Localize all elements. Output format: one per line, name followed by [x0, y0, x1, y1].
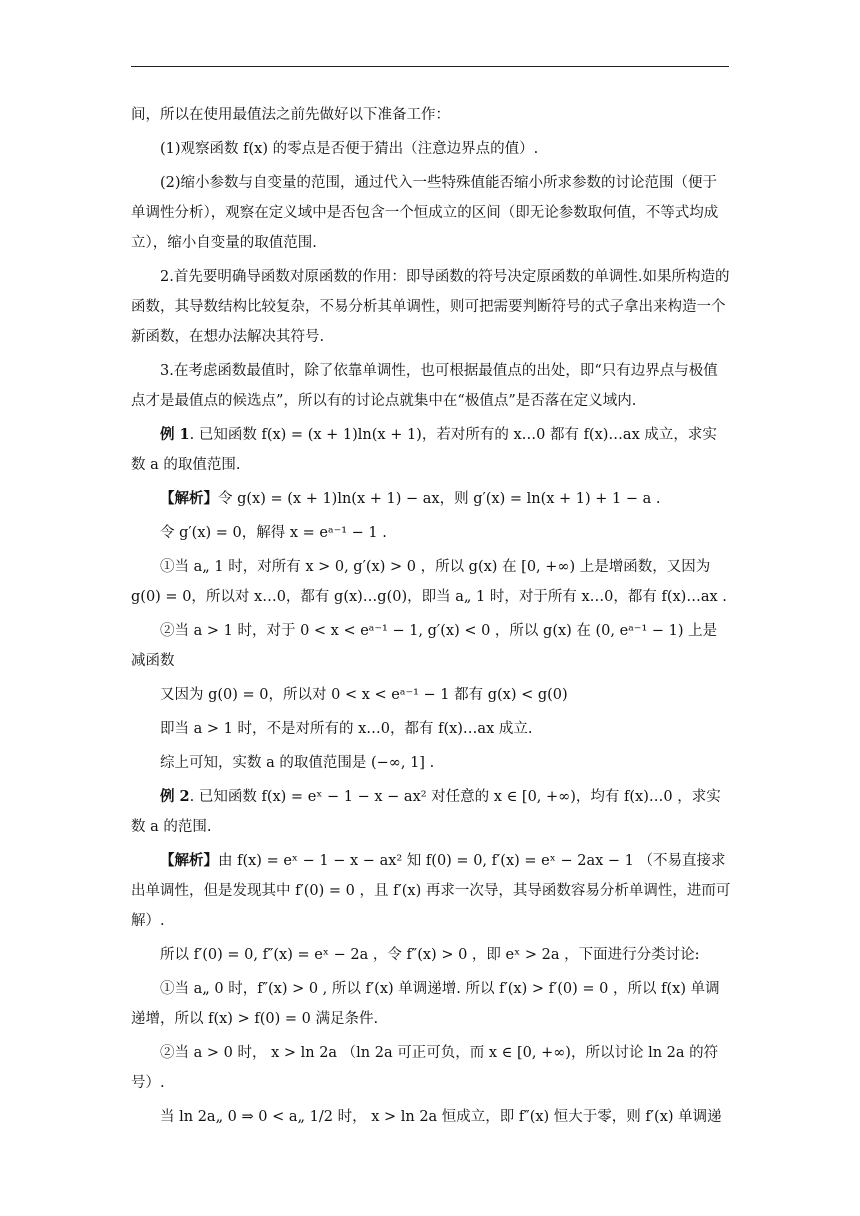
paragraph: (2)缩小参数与自变量的范围，通过代入一些特殊值能否缩小所求参数的讨论范围（便于单调性分析），观察在定义域中是否包含一个恒成立的区间（即无论参数取何值，不等式均成立），缩小自变量的取值范围. — [131, 175, 719, 251]
paragraph: (1)观察函数 f(x) 的零点是否便于猜出（注意边界点的值）. — [160, 141, 539, 157]
solution-label: 【解析】 — [160, 852, 218, 869]
paragraph: 所以 f′(0) = 0, f″(x) = eˣ − 2a ，令 f″(x) > 0 ，即 eˣ > 2a ，下面进行分类讨论: — [160, 947, 700, 963]
solution-text: 由 f(x) = eˣ − 1 − x − ax² 知 f(0) = 0, f′(x) = eˣ − 2ax − 1 （不易直接求出单调性，但是发现其中 f′(0) = 0 ，且 f′(x) 再求一次导，其导函数容易分析单调性，进而可解）. — [131, 853, 731, 929]
example-label: 例 2 — [160, 788, 190, 805]
example-text: . 已知函数 f(x) = eˣ − 1 − x − ax² 对任意的 x ∈ [0, +∞)，均有 f(x)…0 ，求实数 a 的范围. — [131, 789, 721, 835]
document-body — [131, 100, 731, 1136]
paragraph: ①当 a„ 1 时，对所有 x > 0, g′(x) > 0 ，所以 g(x) 在 [0, +∞) 上是增函数，又因为 g(0) = 0，所以对 x…0，都有 g(x)…g(0)，即当 a„ 1 时，对于所有 x…0，都有 f(x)…ax . — [131, 559, 727, 605]
paragraph: 即当 a > 1 时，不是对所有的 x…0，都有 f(x)…ax 成立. — [160, 721, 533, 737]
paragraph: 又因为 g(0) = 0，所以对 0 < x < eᵃ⁻¹ − 1 都有 g(x) < g(0) — [160, 687, 568, 703]
paragraph: 令 g′(x) = 0，解得 x = eᵃ⁻¹ − 1 . — [160, 525, 387, 541]
paragraph: 3.在考虑函数最值时，除了依靠单调性，也可根据最值点的出处，即“只有边界点与极值点才是最值点的候选点”，所以有的讨论点就集中在“极值点”是否落在定义域内. — [131, 363, 718, 409]
solution-text: 令 g(x) = (x + 1)ln(x + 1) − ax，则 g′(x) = ln(x + 1) + 1 − a . — [218, 491, 661, 507]
example-text: . 已知函数 f(x) = (x + 1)ln(x + 1)，若对所有的 x…0 都有 f(x)…ax 成立，求实数 a 的取值范围. — [131, 427, 717, 473]
example-label: 例 1 — [160, 426, 190, 443]
paragraph: 综上可知，实数 a 的取值范围是 (−∞, 1] . — [160, 755, 435, 771]
paragraph: 当 ln 2a„ 0 ⇒ 0 < a„ 1/2 时， x > ln 2a 恒成立，即 f″(x) 恒大于零，则 f′(x) 单调递 — [160, 1109, 722, 1125]
paragraph: ①当 a„ 0 时，f″(x) > 0 , 所以 f′(x) 单调递增. 所以 f′(x) > f′(0) = 0 ，所以 f(x) 单调递增，所以 f(x) > f(0) = 0 满足条件. — [131, 981, 720, 1027]
paragraph: 间，所以在使用最值法之前先做好以下准备工作： — [131, 107, 450, 123]
header-rule — [131, 66, 729, 67]
solution-label: 【解析】 — [160, 490, 218, 507]
solution-1 — [131, 484, 731, 514]
paragraph: ②当 a > 0 时， x > ln 2a （ln 2a 可正可负，而 x ∈ [0, +∞)，所以讨论 ln 2a 的符号）. — [131, 1045, 719, 1091]
example-1 — [131, 420, 731, 480]
solution-2 — [131, 846, 731, 936]
example-2 — [131, 782, 731, 842]
paragraph: 2.首先要明确导函数对原函数的作用：即导函数的符号决定原函数的单调性.如果所构造的函数，其导数结构比较复杂，不易分析其单调性，则可把需要判断符号的式子拿出来构造一个新函数，在想办法解决其符号. — [131, 269, 730, 345]
paragraph: ②当 a > 1 时，对于 0 < x < eᵃ⁻¹ − 1, g′(x) < 0 ，所以 g(x) 在 (0, eᵃ⁻¹ − 1) 上是减函数 — [131, 623, 718, 669]
